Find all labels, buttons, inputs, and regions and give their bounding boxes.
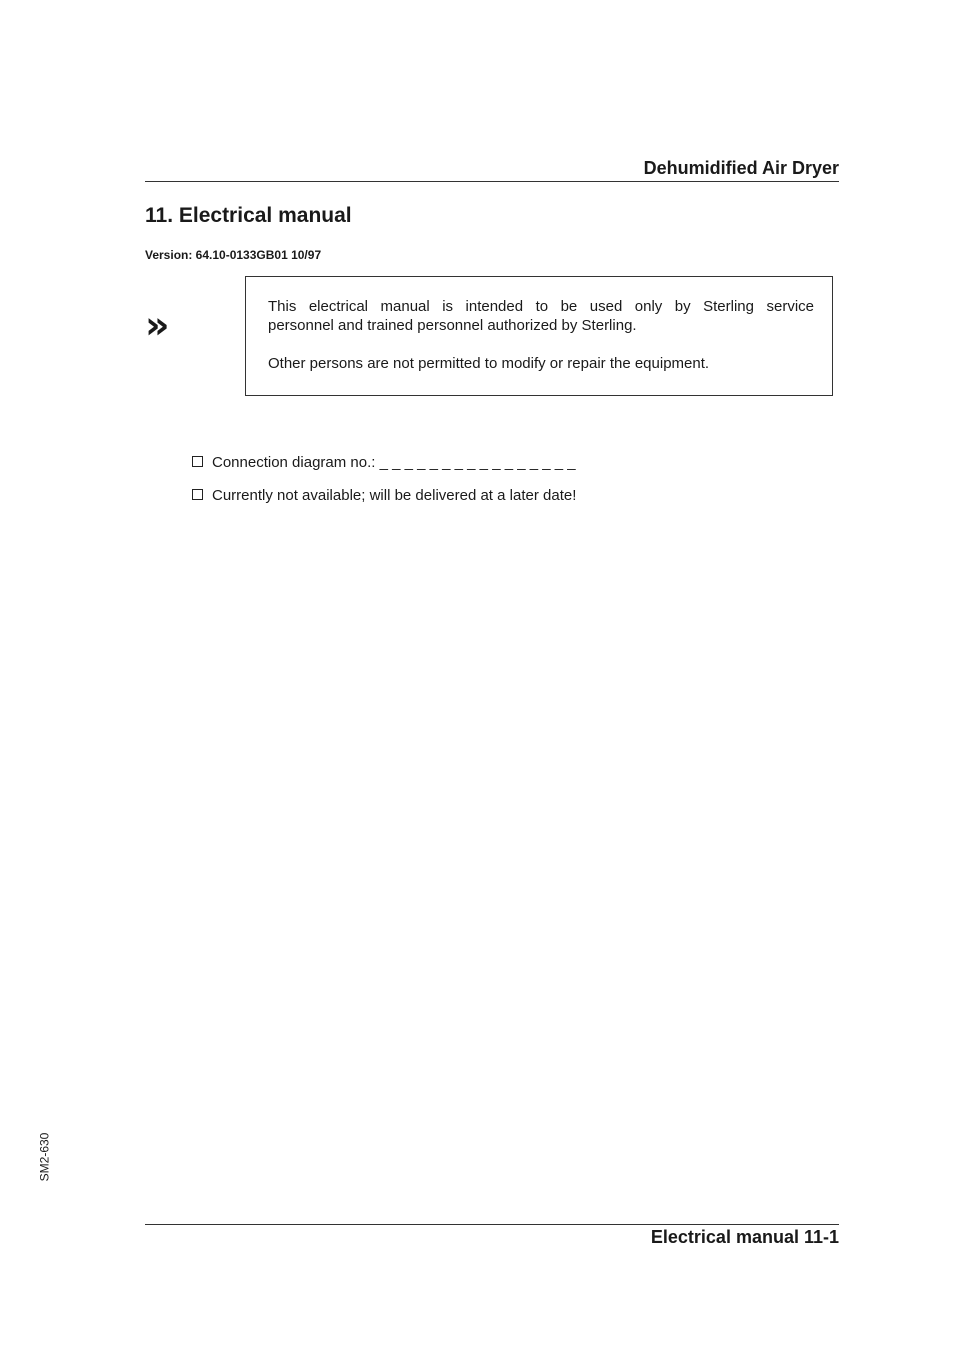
checkbox[interactable] — [192, 489, 203, 500]
checklist-item — [192, 487, 576, 504]
note-line-2: personnel and trained personnel authorized by Sterling. — [268, 317, 637, 334]
side-document-code: SM2-630 — [37, 1132, 52, 1182]
note-line-3: Other persons are not permitted to modify or repair the equipment. — [268, 355, 710, 372]
checkbox[interactable] — [192, 456, 203, 467]
header-rule — [145, 181, 839, 182]
checklist-item-label: Currently not available; will be delivered at a later date! — [212, 487, 577, 504]
chapter-title: 11. Electrical manual — [145, 204, 352, 227]
header-title: Dehumidified Air Dryer — [643, 158, 839, 178]
footer-rule — [145, 1224, 839, 1225]
checklist-item-label: Connection diagram no.: _ _ _ _ _ _ _ _ _ _ _ _ _ _ _ _ — [212, 454, 576, 471]
version-label: Version: 64.10-0133GB01 10/97 — [145, 248, 322, 262]
checklist-item — [192, 454, 576, 471]
double-chevron-right-icon: » — [145, 303, 170, 347]
note-line-1: This electrical manual is intended to be used only by Sterling service — [268, 298, 814, 315]
note-box — [245, 276, 833, 396]
footer-title: Electrical manual 11-1 — [650, 1227, 839, 1247]
